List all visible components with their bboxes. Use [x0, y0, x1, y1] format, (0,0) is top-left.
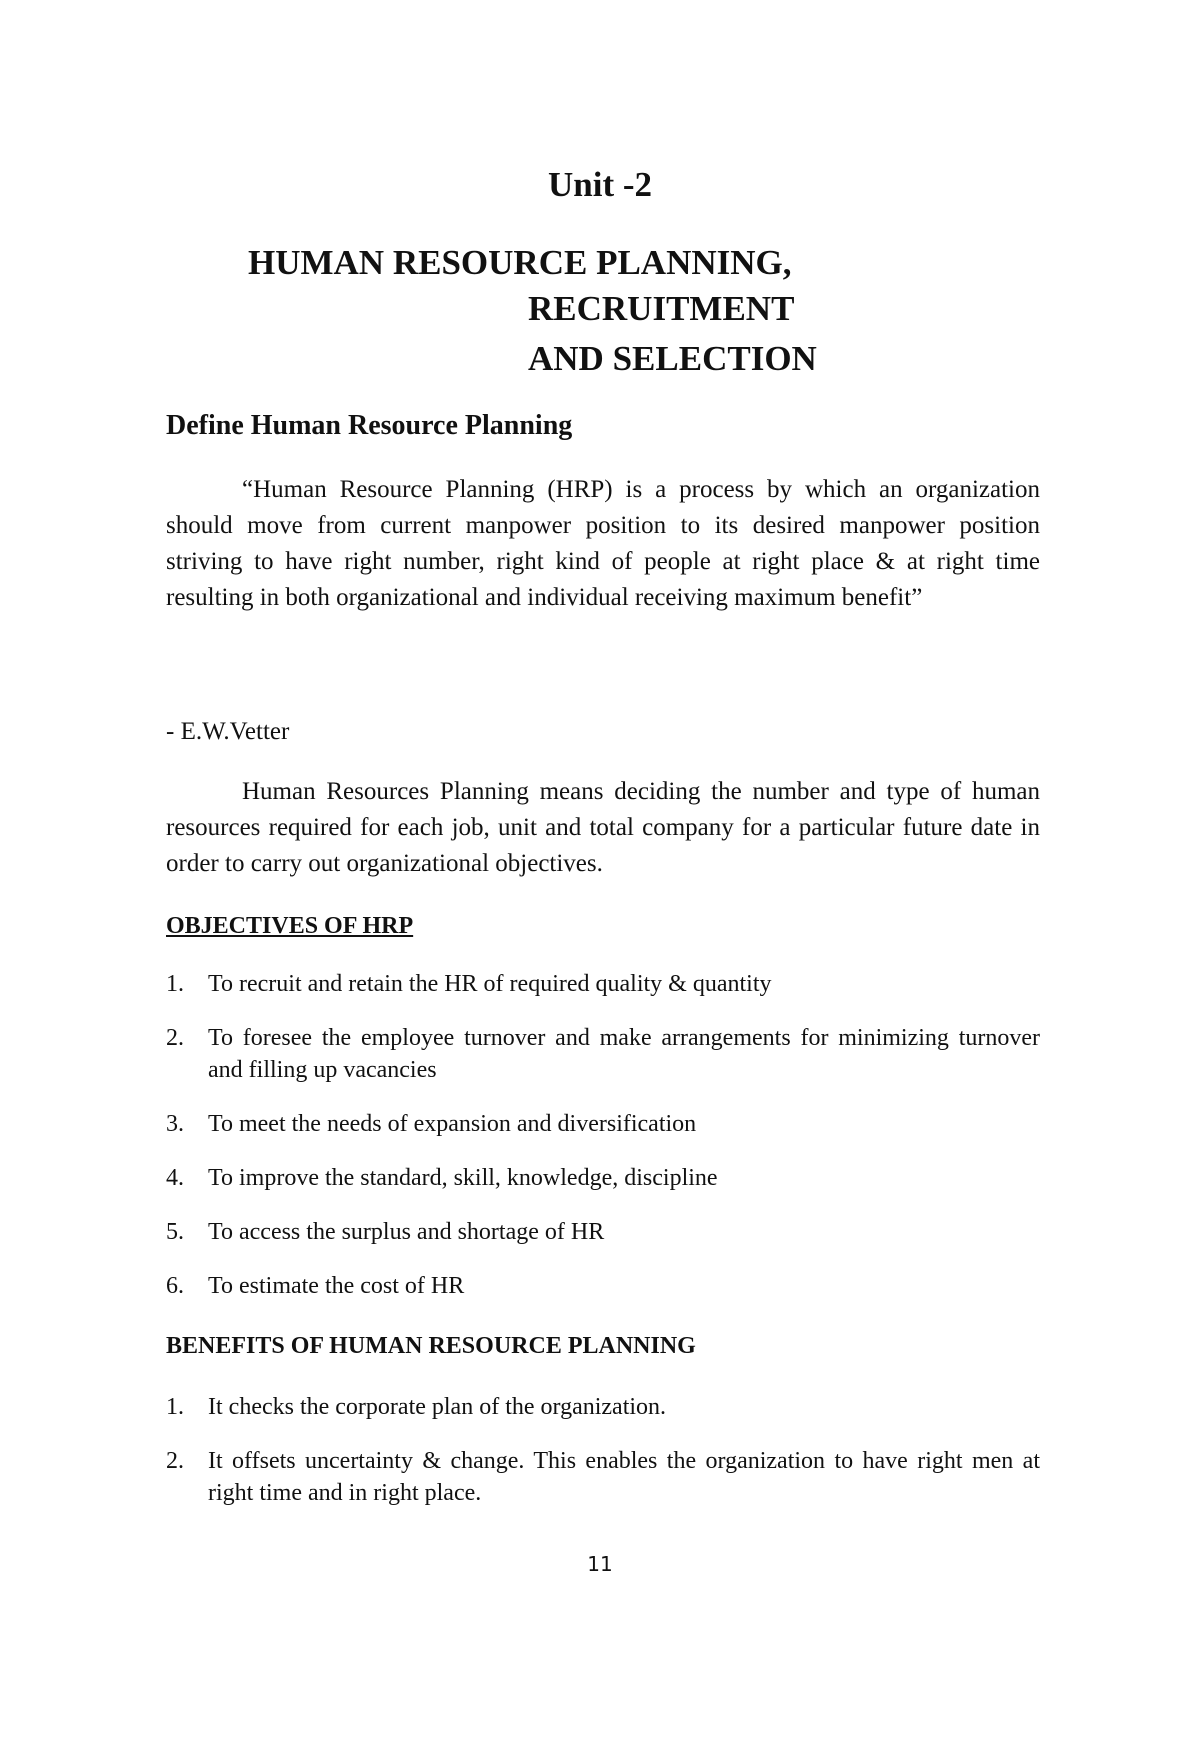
list-text: To foresee the employee turnover and make arrangements for minimizing turnover and filling up vacancies: [208, 1025, 1040, 1083]
objectives-list: [166, 968, 1040, 1324]
main-heading-line-1: HUMAN RESOURCE PLANNING,: [248, 243, 792, 282]
list-text: It checks the corporate plan of the organization.: [208, 1394, 667, 1420]
list-number: 1.: [166, 971, 184, 997]
benefits-heading: BENEFITS OF HUMAN RESOURCE PLANNING: [166, 1333, 696, 1359]
list-item: [166, 1216, 1040, 1248]
list-number: 6.: [166, 1273, 184, 1299]
list-number: 2.: [166, 1025, 184, 1051]
list-item: [166, 1270, 1040, 1302]
quote-author: - E.W.Vetter: [166, 718, 290, 745]
list-item: [166, 1391, 1040, 1423]
list-text: To access the surplus and shortage of HR: [208, 1219, 605, 1245]
list-text: To meet the needs of expansion and diversification: [208, 1111, 697, 1137]
benefits-list: [166, 1391, 1040, 1531]
list-item: [166, 1162, 1040, 1194]
list-item: [166, 1445, 1040, 1509]
list-item: [166, 1022, 1040, 1086]
list-item: [166, 1108, 1040, 1140]
define-hrp-heading: Define Human Resource Planning: [166, 410, 573, 441]
list-text: To improve the standard, skill, knowledge, discipline: [208, 1165, 718, 1191]
list-number: 1.: [166, 1394, 184, 1420]
list-item: [166, 968, 1040, 1000]
list-number: 2.: [166, 1448, 184, 1474]
main-heading-line-2: RECRUITMENT: [528, 289, 795, 328]
list-number: 5.: [166, 1219, 184, 1245]
page-number: 11: [587, 1552, 613, 1576]
hrp-explanation-paragraph: Human Resources Planning means deciding the number and type of human resources required for each job, unit and total company for a particular future date in order to carry out organizational objectives.: [166, 778, 1040, 877]
unit-title: Unit -2: [547, 165, 653, 204]
main-heading-line-3: AND SELECTION: [528, 339, 817, 378]
list-text: To estimate the cost of HR: [208, 1273, 465, 1299]
list-text: It offsets uncertainty & change. This enables the organization to have right men at right time and in right place.: [208, 1448, 1040, 1506]
list-number: 3.: [166, 1111, 184, 1137]
objectives-heading: OBJECTIVES OF HRP: [166, 913, 414, 939]
list-number: 4.: [166, 1165, 184, 1191]
hrp-definition-quote: “Human Resource Planning (HRP) is a process by which an organization should move from current manpower position to its desired manpower position striving to have right number, right kind of people at right place & at right time resulting in both organizational and individual receiving maximum benefit”: [166, 476, 1040, 611]
list-text: To recruit and retain the HR of required quality & quantity: [208, 971, 772, 997]
